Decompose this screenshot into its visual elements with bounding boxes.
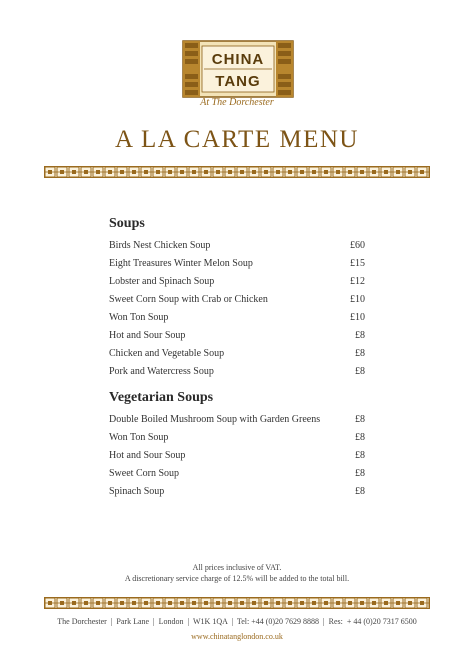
section-title-vegetarian-soups: Vegetarian Soups [109, 390, 214, 405]
menu-item [109, 348, 365, 366]
item-price: £12 [350, 276, 365, 287]
item-name: Hot and Sour Soup [109, 330, 186, 341]
china-tang-logo [182, 40, 294, 98]
menu-item [109, 432, 365, 450]
item-price: £8 [355, 450, 365, 461]
item-name: Eight Treasures Winter Melon Soup [109, 258, 253, 269]
menu-item [109, 240, 365, 258]
item-price: £8 [355, 432, 365, 443]
item-name: Spinach Soup [109, 486, 165, 497]
decorative-border-bottom [44, 597, 430, 609]
item-name: Birds Nest Chicken Soup [109, 240, 211, 251]
page-title: A LA CARTE MENU [115, 126, 359, 153]
item-price: £10 [350, 312, 365, 323]
vat-note: All prices inclusive of VAT. [192, 563, 282, 572]
menu-item [109, 414, 365, 432]
menu-item [109, 258, 365, 276]
menu-item [109, 486, 365, 504]
item-name: Sweet Corn Soup with Crab or Chicken [109, 294, 268, 305]
menu-item [109, 450, 365, 468]
item-price: £8 [355, 330, 365, 341]
logo-line-2: TANG [215, 73, 261, 90]
section-title-soups: Soups [109, 216, 145, 231]
menu-item [109, 276, 365, 294]
logo-subtitle: At The Dorchester [200, 97, 274, 108]
item-name: Won Ton Soup [109, 432, 169, 443]
item-name: Pork and Watercress Soup [109, 366, 214, 377]
menu-item [109, 468, 365, 486]
item-name: Double Boiled Mushroom Soup with Garden Greens [109, 414, 321, 425]
address-line: The Dorchester | Park Lane | London | W1K 1QA | Tel: +44 (0)20 7629 8888 | Res: + 44 (0)20 7317 6500 [57, 617, 417, 626]
item-price: £8 [355, 486, 365, 497]
item-name: Lobster and Spinach Soup [109, 276, 215, 287]
menu-item [109, 366, 365, 384]
item-price: £60 [350, 240, 365, 251]
item-price: £8 [355, 348, 365, 359]
item-price: £10 [350, 294, 365, 305]
item-price: £8 [355, 468, 365, 479]
menu-item [109, 330, 365, 348]
item-name: Sweet Corn Soup [109, 468, 179, 479]
item-name: Chicken and Vegetable Soup [109, 348, 225, 359]
item-price: £8 [355, 414, 365, 425]
item-price: £8 [355, 366, 365, 377]
service-charge-note: A discretionary service charge of 12.5% will be added to the total bill. [124, 574, 350, 583]
website-link[interactable]: www.chinatanglondon.co.uk [191, 632, 283, 641]
item-price: £15 [350, 258, 365, 269]
menu-item [109, 294, 365, 312]
item-name: Hot and Sour Soup [109, 450, 186, 461]
menu-item [109, 312, 365, 330]
item-name: Won Ton Soup [109, 312, 169, 323]
decorative-border-top [44, 166, 430, 178]
logo-line-1: CHINA [211, 51, 265, 68]
